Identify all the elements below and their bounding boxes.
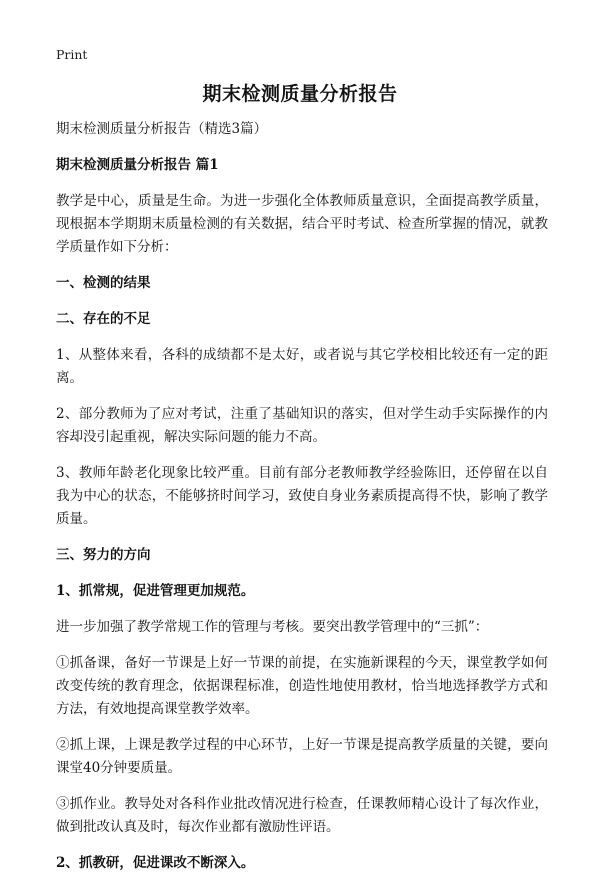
heading-directions: 三、努力的方向: [56, 547, 151, 563]
shortcoming-item-1: 1、从整体来看，各科的成绩都不是太好，或者说与其它学校相比较还有一定的距离。: [56, 347, 548, 386]
document-title: 期末检测质量分析报告: [202, 83, 398, 105]
grasp-item-3: ③抓作业。教导处对各科作业批改情况进行检查，任课教师精心设计了每次作业，做到批改认真及时，每次作业都有激励性评语。: [56, 796, 548, 835]
grasp-item-1: ①抓备课，备好一节课是上好一节课的前提，在实施新课程的今天，课堂教学如何改变传统的教育理念，依据课程标准，创造性地使用教材，恰当地选择教学方式和方法，有效地提高课堂教学效率。: [56, 655, 548, 717]
heading-shortcomings: 二、存在的不足: [56, 311, 151, 327]
direction-2-title: 2、抓教研，促进课改不断深入。: [56, 855, 255, 871]
document-subtitle: 期末检测质量分析报告（精选3篇）: [56, 121, 268, 137]
heading-results: 一、检测的结果: [56, 275, 151, 291]
direction-1-title: 1、抓常规，促进管理更加规范。: [56, 583, 255, 599]
document-body: [56, 118, 548, 888]
grasp-item-2: ②抓上课，上课是教学过程的中心环节，上好一节课是提高教学质量的关键，要向课堂40分钟要质量。: [56, 737, 548, 776]
shortcoming-item-3: 3、教师年龄老化现象比较严重。目前有部分老教师教学经验陈旧，还停留在以自我为中心的状态，不能够挤时间学习，致使自身业务素质提高得不快，影响了教学质量。: [56, 465, 548, 527]
intro-paragraph: 教学是中心，质量是生命。为进一步强化全体教师质量意识，全面提高教学质量，现根据本学期期末质量检测的有关数据，结合平时考试、检查所掌握的情况，就教学质量作如下分析：: [56, 193, 548, 255]
direction-1-text: 进一步加强了教学常规工作的管理与考核。要突出教学管理中的“三抓”：: [56, 619, 489, 635]
section-title: 期末检测质量分析报告 篇1: [56, 157, 219, 173]
print-label: Print: [56, 47, 88, 62]
shortcoming-item-2: 2、部分教师为了应对考试，注重了基础知识的落实，但对学生动手实际操作的内容却没引起重视，解决实际问题的能力不高。: [56, 406, 548, 445]
